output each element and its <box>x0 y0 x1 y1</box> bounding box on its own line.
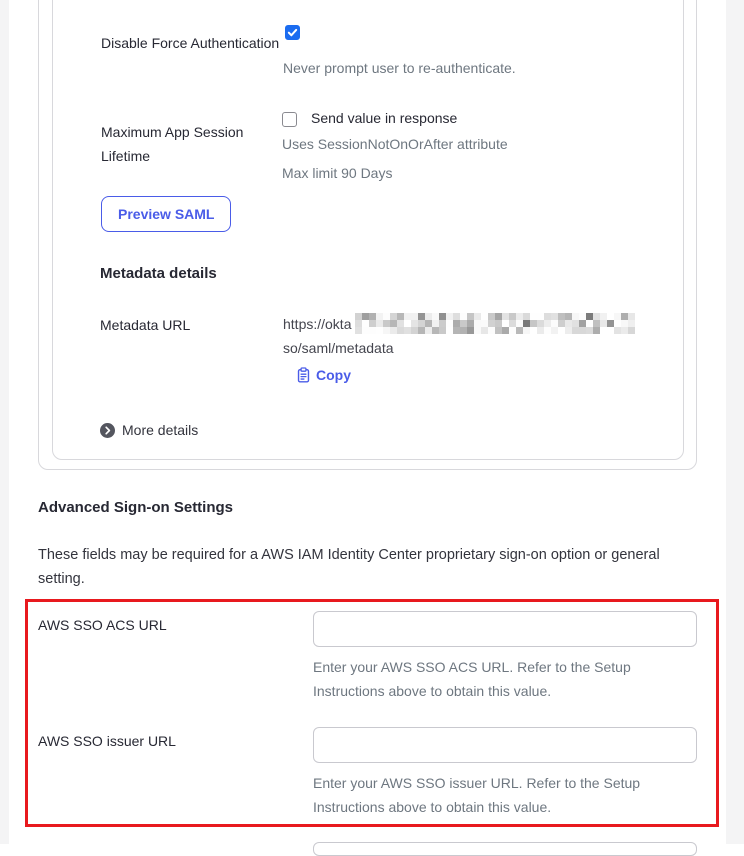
saml-settings-card <box>52 0 684 460</box>
aws-sso-issuer-url-input[interactable] <box>313 727 697 763</box>
metadata-url-prefix: https://okta <box>283 316 352 332</box>
copy-link[interactable] <box>296 367 351 383</box>
disable-force-auth-label: Disable Force Authentication <box>101 35 280 51</box>
metadata-url-label: Metadata URL <box>100 317 191 333</box>
session-attribute-help: Uses SessionNotOnOrAfter attribute <box>282 136 508 152</box>
session-limit-help: Max limit 90 Days <box>282 165 393 181</box>
check-icon <box>287 27 298 38</box>
preview-saml-button[interactable]: Preview SAML <box>101 196 231 232</box>
aws-sso-issuer-url-label: AWS SSO issuer URL <box>38 733 176 749</box>
copy-link-label: Copy <box>316 367 351 383</box>
metadata-url-suffix: so/saml/metadata <box>283 340 394 356</box>
max-session-label: Maximum App Session Lifetime <box>101 124 244 164</box>
advanced-signon-heading: Advanced Sign-on Settings <box>38 499 234 516</box>
metadata-url-value <box>283 312 663 360</box>
disable-force-auth-help: Never prompt user to re-authenticate. <box>283 60 516 76</box>
chevron-right-circle-icon <box>100 423 115 438</box>
more-details-label: More details <box>122 422 199 438</box>
metadata-details-heading: Metadata details <box>100 265 217 282</box>
redacted-metadata-url <box>355 313 635 334</box>
next-field-input-partial[interactable] <box>313 842 697 856</box>
more-details-toggle[interactable] <box>100 422 198 438</box>
page-gutter-right <box>726 0 744 844</box>
send-value-checkbox[interactable] <box>282 112 297 127</box>
disable-force-auth-checkbox[interactable] <box>285 25 300 40</box>
send-value-checkbox-label[interactable]: Send value in response <box>311 110 458 126</box>
aws-sso-acs-url-help: Enter your AWS SSO ACS URL. Refer to the Setup Instructions above to obtain this value. <box>313 659 631 699</box>
advanced-signon-description: These fields may be required for a AWS IAM Identity Center proprietary sign-on option or general setting. <box>38 547 660 587</box>
page-gutter-left <box>0 0 9 844</box>
aws-sso-issuer-url-help: Enter your AWS SSO issuer URL. Refer to the Setup Instructions above to obtain this value. <box>313 775 641 815</box>
aws-sso-acs-url-label: AWS SSO ACS URL <box>38 617 167 633</box>
aws-sso-acs-url-input[interactable] <box>313 611 697 647</box>
copy-clipboard-icon <box>296 367 311 383</box>
